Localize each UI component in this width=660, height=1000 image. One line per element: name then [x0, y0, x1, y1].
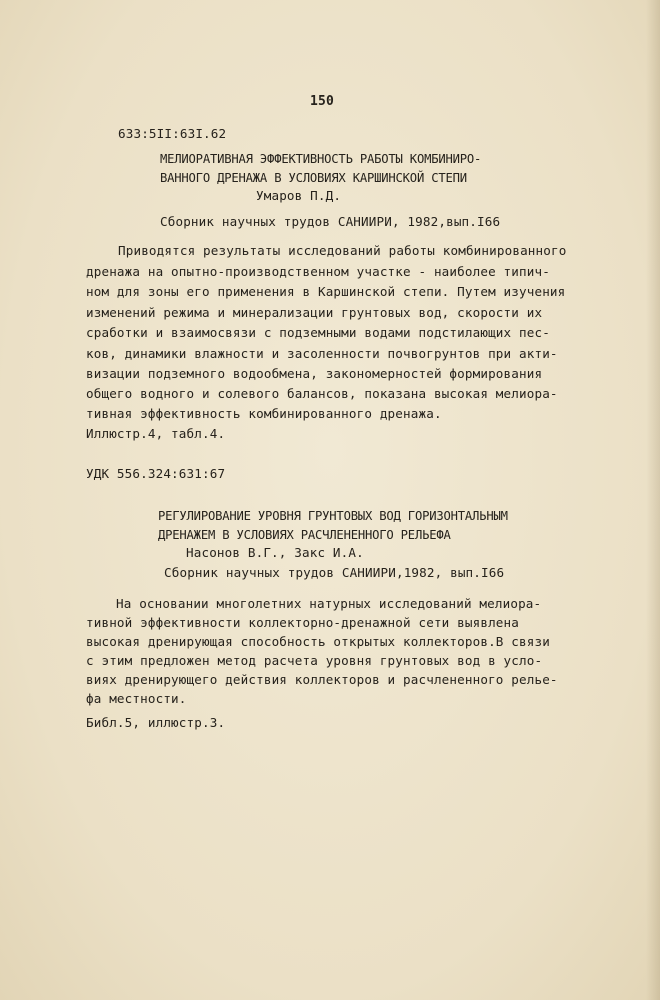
entry1-abstract-line-5: сработки и взаимосвязи с подземными водами подстилающих пес-: [86, 325, 550, 340]
entry2-abstract-line-2: тивной эффективности коллекторно-дренажной сети выявлена: [86, 615, 519, 630]
entry2-abstract-line-5: виях дренирующего действия коллекторов и расчлененного релье-: [86, 672, 558, 687]
entry1-title-line-1: МЕЛИОРАТИВНАЯ ЭФФЕКТИВНОСТЬ РАБОТЫ КОМБИНИРО-: [160, 152, 482, 166]
entry1-abstract-line-9: тивная эффективность комбинированного дренажа.: [86, 406, 442, 421]
entry1-abstract-line-3: ном для зоны его применения в Каршинской степи. Путем изучения: [86, 284, 566, 299]
entry1-abstract-line-2: дренажа на опытно-производственном участке - наиболее типич-: [86, 264, 550, 279]
entry2-abstract-line-3: высокая дренирующая способность открытых коллекторов.В связи: [86, 634, 550, 649]
entry1-source: Сборник научных трудов САНИИРИ, 1982,вып.I66: [160, 214, 501, 229]
entry2-abstract-line-6: фа местности.: [86, 691, 187, 706]
page-number: 150: [310, 94, 334, 109]
entry2-authors: Насонов В.Г., Закс И.А.: [186, 545, 364, 560]
entry2-title-line-2: ДРЕНАЖЕМ В УСЛОВИЯХ РАСЧЛЕНЕННОГО РЕЛЬЕФА: [158, 528, 451, 542]
entry2-title-line-1: РЕГУЛИРОВАНИЕ УРОВНЯ ГРУНТОВЫХ ВОД ГОРИЗОНТАЛЬНЫМ: [158, 509, 508, 523]
entry1-abstract-line-7: визации подземного водообмена, закономерностей формирования: [86, 366, 543, 381]
entry1-footnote: Иллюстр.4, табл.4.: [86, 426, 226, 441]
entry2-abstract-line-4: с этим предложен метод расчета уровня грунтовых вод в усло-: [86, 653, 543, 668]
entry1-abstract-line-6: ков, динамики влажности и засоленности почвогрунтов при акти-: [86, 346, 558, 361]
entry2-abstract-line-1: На основании многолетних натурных исследований мелиора-: [116, 596, 542, 611]
entry2-udc: УДК 556.324:631:67: [86, 466, 226, 481]
entry1-abstract-line-4: изменений режима и минерализации грунтовых вод, скорости их: [86, 305, 543, 320]
entry2-source: Сборник научных трудов САНИИРИ,1982, вып.I66: [164, 565, 505, 580]
entry2-footnote: Библ.5, иллюстр.3.: [86, 715, 226, 730]
entry1-title-line-2: ВАННОГО ДРЕНАЖА В УСЛОВИЯХ КАРШИНСКОЙ СТЕПИ: [160, 171, 467, 185]
entry1-abstract-line-1: Приводятся результаты исследований работы комбинированного: [118, 243, 567, 258]
entry1-abstract-line-8: общего водного и солевого балансов, показана высокая мелиора-: [86, 386, 558, 401]
entry1-author: Умаров П.Д.: [256, 188, 342, 203]
entry1-udc: 633:5II:63I.62: [118, 126, 227, 141]
page-edge-shadow: [646, 0, 660, 1000]
